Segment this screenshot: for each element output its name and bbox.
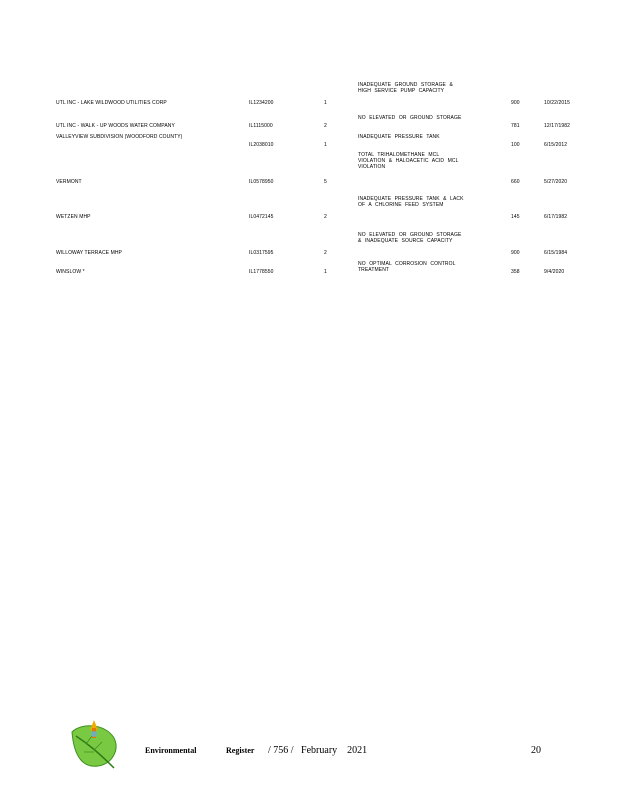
system-name: WINSLOW * xyxy=(56,269,85,275)
violation-count: 1 xyxy=(324,269,327,275)
system-id: IL0578950 xyxy=(249,179,274,185)
violation-description: NO ELEVATED OR GROUND STORAGE xyxy=(358,115,462,121)
population-served: 660 xyxy=(511,179,520,185)
violation-count: 1 xyxy=(324,100,327,106)
violation-count: 1 xyxy=(324,142,327,148)
violation-description: INADEQUATE GROUND STORAGE & HIGH SERVICE PUMP CAPACITY xyxy=(358,82,453,94)
system-id: IL1115000 xyxy=(249,123,273,129)
violation-date: 12/17/1982 xyxy=(544,123,571,129)
population-served: 358 xyxy=(511,269,520,275)
system-id: IL1778550 xyxy=(249,269,274,275)
issue-info: / 756 / February 2021 xyxy=(268,745,368,756)
violation-description: NO ELEVATED OR GROUND STORAGE & INADEQUATE SOURCE CAPACITY xyxy=(358,232,462,244)
violation-date: 10/22/2015 xyxy=(544,100,571,106)
population-served: 900 xyxy=(511,250,520,256)
violation-date: 9/4/2020 xyxy=(544,269,565,275)
system-name: WETZEN MHP xyxy=(56,214,91,220)
violation-count: 2 xyxy=(324,250,327,256)
page-footer xyxy=(0,740,618,780)
system-id: IL0317595 xyxy=(249,250,274,256)
violation-date: 6/15/1984 xyxy=(544,250,568,256)
system-id: IL1234200 xyxy=(249,100,274,106)
table-row xyxy=(0,134,618,148)
system-name: VERMONT xyxy=(56,179,82,185)
table-row xyxy=(0,261,618,277)
violation-description: INADEQUATE PRESSURE TANK & LACK OF A CHLORINE FEED SYSTEM xyxy=(358,196,464,208)
violation-description: TOTAL TRIHALOMETHANE MCL VIOLATION & HALOACETIC ACID MCL VIOLATION xyxy=(358,152,459,170)
population-served: 781 xyxy=(511,123,520,129)
population-served: 900 xyxy=(511,100,520,106)
violation-description: NO OPTIMAL CORROSION CONTROL TREATMENT xyxy=(358,261,456,273)
system-name: VALLEYVIEW SUBDIVISION (WOODFORD COUNTY) xyxy=(56,134,183,140)
publication-name: Environmental xyxy=(145,746,197,755)
violation-count: 2 xyxy=(324,123,327,129)
violation-date: 5/27/2020 xyxy=(544,179,568,185)
system-name: UTL INC - WALK - UP WOODS WATER COMPANY xyxy=(56,123,175,129)
leaf-logo-icon xyxy=(68,718,124,770)
system-name: UTL INC - LAKE WILDWOOD UTILITIES CORP xyxy=(56,100,167,106)
table-row xyxy=(0,115,618,129)
violation-date: 6/15/2012 xyxy=(544,142,568,148)
table-row xyxy=(0,82,618,108)
system-name: WILLOWAY TERRACE MHP xyxy=(56,250,122,256)
violation-count: 5 xyxy=(324,179,327,185)
table-row xyxy=(0,152,618,186)
violation-count: 2 xyxy=(324,214,327,220)
table-row xyxy=(0,196,618,222)
page-number: 20 xyxy=(531,745,541,756)
violation-date: 6/17/1982 xyxy=(544,214,568,220)
system-id: IL0472145 xyxy=(249,214,274,220)
violation-description: INADEQUATE PRESSURE TANK xyxy=(358,134,440,140)
population-served: 145 xyxy=(511,214,520,220)
system-id: IL2038010 xyxy=(249,142,274,148)
table-row xyxy=(0,232,618,258)
publication-register: Register xyxy=(226,746,255,755)
population-served: 100 xyxy=(511,142,520,148)
